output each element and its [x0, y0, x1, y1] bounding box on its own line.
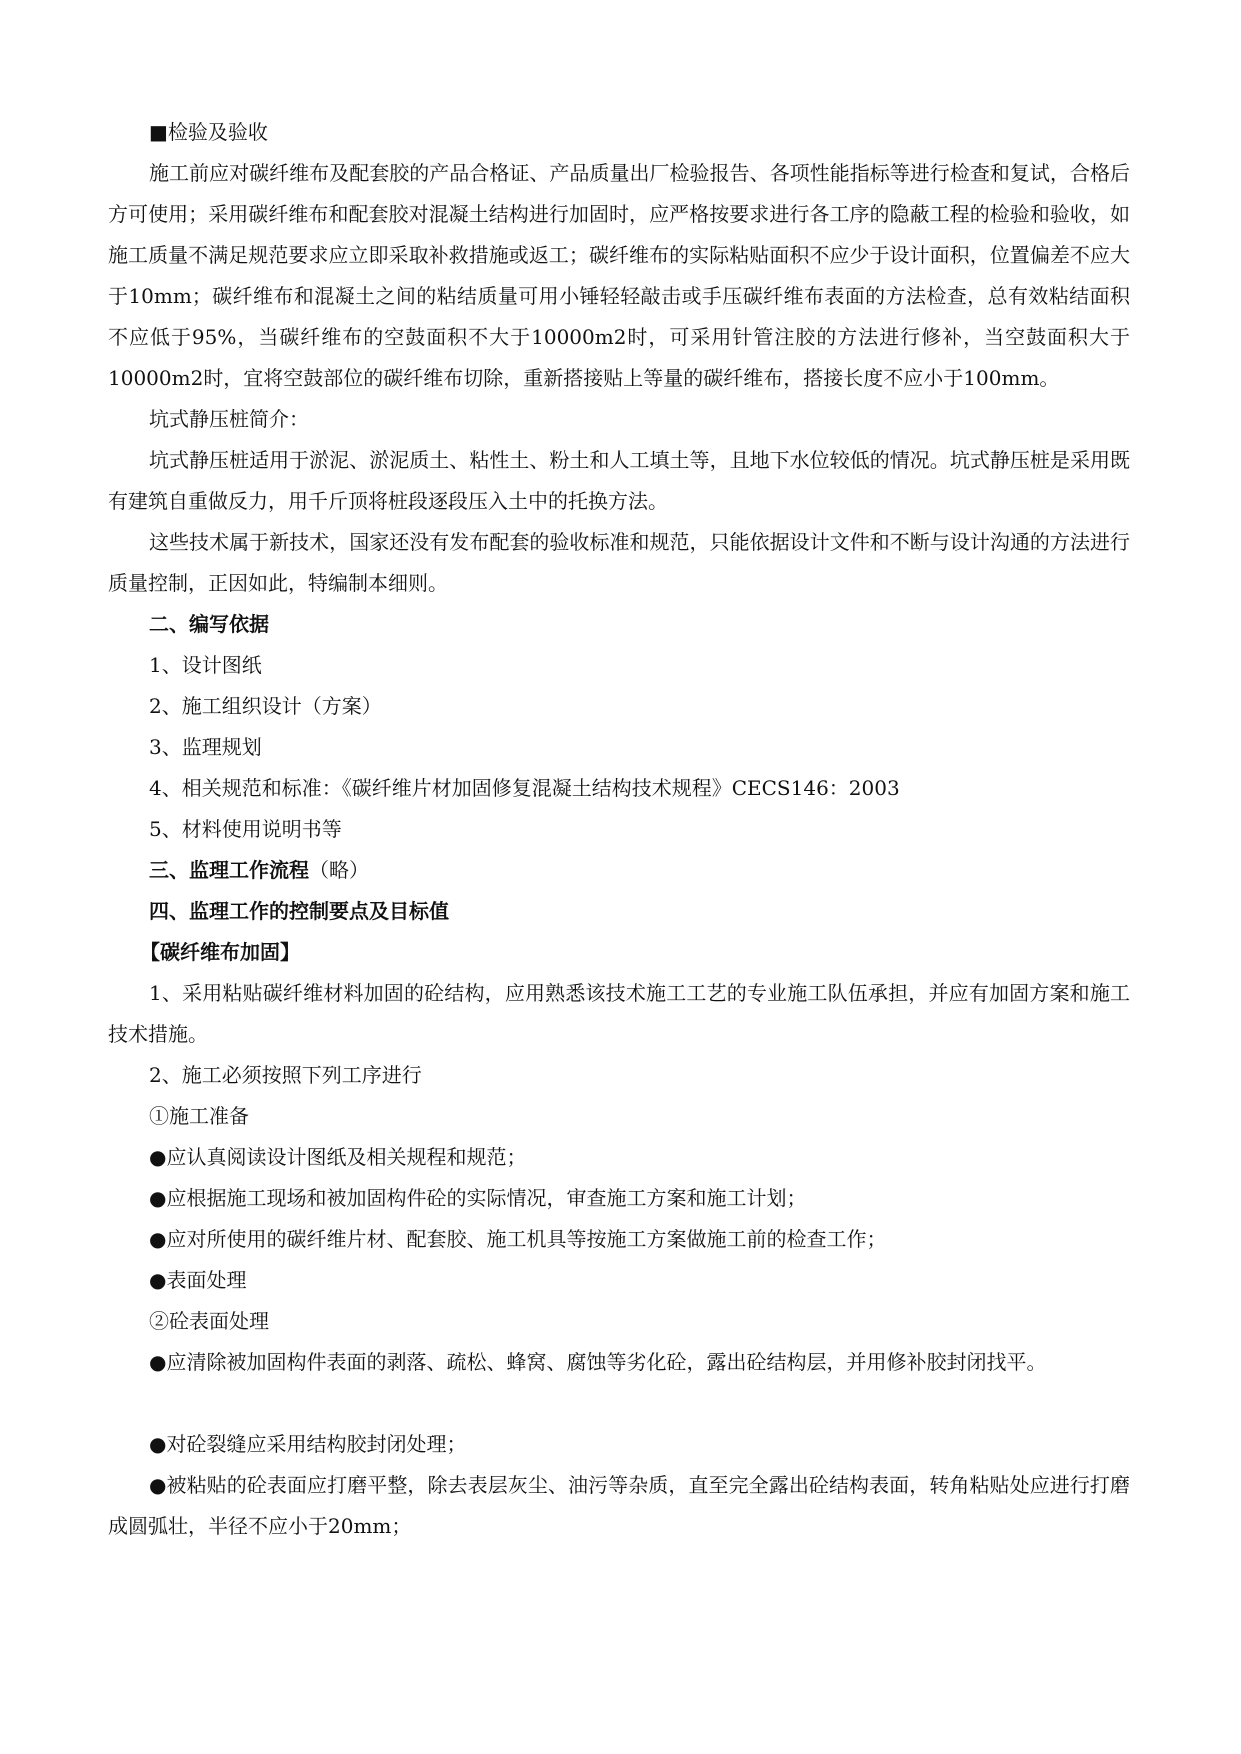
step-concrete-surface: ②砼表面处理 — [149, 1309, 269, 1333]
bullet-surface-treatment: ●表面处理 — [149, 1268, 247, 1292]
workflow-title: 三、监理工作流程 — [149, 858, 309, 882]
list-item-basis-4: 4、相关规范和标准：《碳纤维片材加固修复混凝土结构技术规程》CECS146：2003 — [149, 776, 900, 800]
list-item-basis-1: 1、设计图纸 — [149, 653, 262, 677]
heading-inspection: ■检验及验收 — [149, 120, 268, 144]
section-heading-workflow — [108, 850, 1130, 891]
heading-pile-intro: 坑式静压桩简介： — [149, 407, 309, 431]
paragraph-rule-2: 2、施工必须按照下列工序进行 — [149, 1063, 422, 1087]
bullet-crack-sealing: ●对砼裂缝应采用结构胶封闭处理； — [149, 1432, 467, 1456]
workflow-suffix: （略） — [309, 858, 369, 882]
paragraph-pile-intro: 坑式静压桩适用于淤泥、淤泥质土、粘性土、粉土和人工填土等，且地下水位较低的情况。坑式静压桩是采用既有建筑自重做反力，用千斤顶将桩段逐段压入土中的托换方法。 — [108, 448, 1130, 513]
section-heading-basis: 二、编写依据 — [149, 612, 269, 636]
section-heading-control-points: 四、监理工作的控制要点及目标值 — [149, 899, 449, 923]
paragraph-inspection: 施工前应对碳纤维布及配套胶的产品合格证、产品质量出厂检验报告、各项性能指标等进行检查和复试，合格后方可使用；采用碳纤维布和配套胶对混凝土结构进行加固时，应严格按要求进行各工序的隐蔽工程的检验和验收，如施工质量不满足规范要求应立即采取补救措施或返工；碳纤维布的实际粘贴面积不应少于设计面积，位置偏差不应大于10mm；碳纤维布和混凝土之间的粘结质量可用小锤轻轻敲击或手压碳纤维布表面的方法检查，总有效粘结面积不应低于95%，当碳纤维布的空鼓面积不大于10000m2时，可采用针管注胶的方法进行修补，当空鼓面积大于10000m2时，宜将空鼓部位的碳纤维布切除，重新搭接贴上等量的碳纤维布，搭接长度不应小于100mm。 — [108, 161, 1130, 390]
blank-line — [108, 1383, 1130, 1424]
step-preparation: ①施工准备 — [149, 1104, 249, 1128]
bullet-remove-defects: ●应清除被加固构件表面的剥落、疏松、蜂窝、腐蚀等劣化砼，露出砼结构层，并用修补胶封闭找平。 — [149, 1350, 1047, 1374]
document-body — [108, 112, 1130, 1547]
bullet-review-plan: ●应根据施工现场和被加固构件砼的实际情况，审查施工方案和施工计划； — [149, 1186, 807, 1210]
list-item-basis-2: 2、施工组织设计（方案） — [149, 694, 382, 718]
bullet-surface-grinding: ●被粘贴的砼表面应打磨平整，除去表层灰尘、油污等杂质，直至完全露出砼结构表面，转角粘贴处应进行打磨成圆弧壮，半径不应小于20mm； — [108, 1473, 1130, 1538]
list-item-basis-3: 3、监理规划 — [149, 735, 262, 759]
paragraph-rule-1: 1、采用粘贴碳纤维材料加固的砼结构，应用熟悉该技术施工工艺的专业施工队伍承担，并应有加固方案和施工技术措施。 — [108, 981, 1130, 1046]
paragraph-new-tech: 这些技术属于新技术，国家还没有发布配套的验收标准和规范，只能依据设计文件和不断与设计沟通的方法进行质量控制，正因如此，特编制本细则。 — [108, 530, 1130, 595]
subheading-carbon-fiber: 【碳纤维布加固】 — [140, 940, 300, 964]
bullet-check-materials: ●应对所使用的碳纤维片材、配套胶、施工机具等按施工方案做施工前的检查工作； — [149, 1227, 887, 1251]
list-item-basis-5: 5、材料使用说明书等 — [149, 817, 342, 841]
bullet-read-drawings: ●应认真阅读设计图纸及相关规程和规范； — [149, 1145, 527, 1169]
